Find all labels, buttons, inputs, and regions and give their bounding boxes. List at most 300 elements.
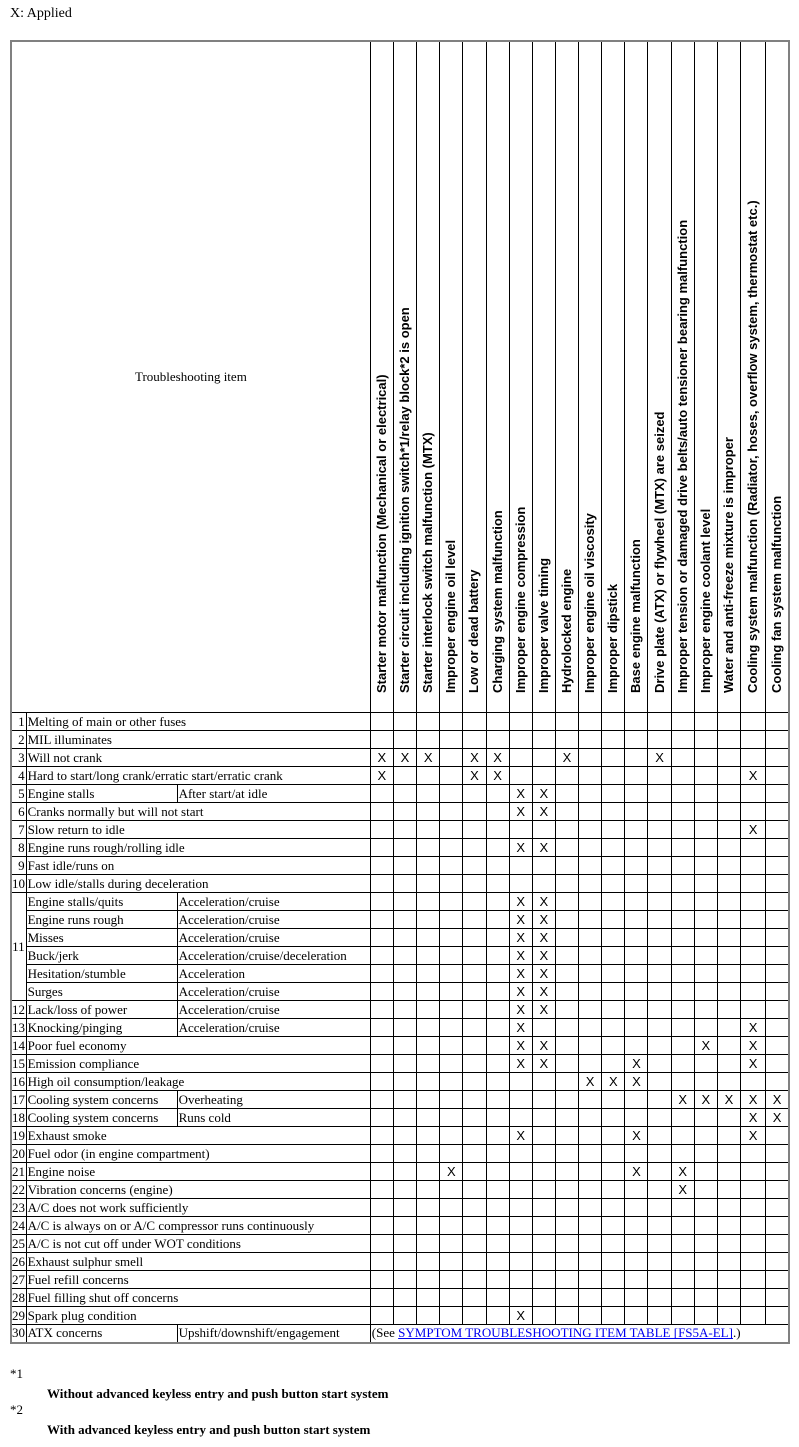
applied-mark-cell [717,731,740,749]
applied-mark-cell [486,1001,509,1019]
applied-mark-cell [532,1181,555,1199]
applied-mark-cell: X [509,1307,532,1325]
applied-mark-cell [555,1181,578,1199]
symptom-column-header [463,41,486,713]
troubleshooting-item: Engine noise [26,1163,370,1181]
applied-mark-cell [579,1181,602,1199]
applied-mark-cell [579,1307,602,1325]
applied-mark-cell: X [532,785,555,803]
applied-mark-cell [463,911,486,929]
applied-mark-cell [694,1217,717,1235]
table-row [11,911,789,929]
applied-mark-cell [370,713,393,731]
applied-mark-cell [486,785,509,803]
applied-mark-cell [717,1037,740,1055]
applied-mark-cell [694,1001,717,1019]
applied-mark-cell [509,857,532,875]
applied-mark-cell [579,1199,602,1217]
troubleshooting-item: Slow return to idle [26,821,370,839]
applied-mark-cell [625,965,648,983]
troubleshooting-item: Engine stalls/quits [26,893,177,911]
item-condition: Acceleration/cruise [177,929,370,947]
applied-mark-cell [648,1253,671,1271]
table-row [11,731,789,749]
applied-mark-cell [741,1163,766,1181]
applied-mark-cell [766,785,789,803]
row-number: 25 [12,1235,25,1251]
applied-mark-cell [417,965,440,983]
applied-mark-cell [602,1001,625,1019]
applied-mark-cell [370,929,393,947]
applied-mark-cell [555,1289,578,1307]
applied-mark-cell [648,947,671,965]
row-number: 5 [11,785,26,803]
see-suffix: .) [732,1325,741,1341]
applied-mark-cell [741,929,766,947]
applied-mark-cell: X [532,983,555,1001]
applied-mark-cell [370,1037,393,1055]
applied-mark-cell: X [440,1163,463,1181]
table-row [11,749,789,767]
applied-mark-cell [463,803,486,821]
troubleshooting-item: Engine stalls [26,785,177,803]
applied-mark-cell [766,713,789,731]
applied-mark-cell [579,1235,602,1253]
row-number: 17 [12,1091,25,1107]
applied-mark-cell [463,893,486,911]
applied-mark-cell [486,1127,509,1145]
applied-mark-cell [417,929,440,947]
applied-mark-cell [602,947,625,965]
applied-mark-cell [555,1199,578,1217]
applied-mark-cell [555,983,578,1001]
applied-mark-cell [717,1163,740,1181]
applied-mark-cell [486,875,509,893]
table-row [11,1163,789,1181]
applied-mark-cell [694,965,717,983]
table-row [11,1307,789,1325]
applied-mark-cell [393,1037,416,1055]
applied-mark-cell [370,875,393,893]
applied-mark-cell [509,1181,532,1199]
applied-mark-cell [602,1217,625,1235]
symptom-column-header [393,41,416,713]
applied-mark-cell [509,713,532,731]
applied-mark-cell [370,1181,393,1199]
applied-mark-cell [555,785,578,803]
applied-mark-cell [417,1109,440,1127]
applied-mark-cell [766,893,789,911]
footnote-1-marker: *1 [10,1366,23,1381]
applied-mark-cell [417,713,440,731]
applied-mark-cell: X [509,839,532,857]
applied-mark-cell [579,1019,602,1037]
troubleshooting-item: Buck/jerk [26,947,177,965]
applied-mark-cell [625,893,648,911]
applied-mark-cell [555,947,578,965]
applied-mark-cell: X [648,749,671,767]
applied-mark-cell [440,893,463,911]
applied-mark-cell [648,1217,671,1235]
troubleshooting-item: Fuel refill concerns [26,1271,370,1289]
applied-mark-cell [393,1217,416,1235]
symptom-table-link[interactable]: SYMPTOM TROUBLESHOOTING ITEM TABLE [FS5A-EL] [398,1325,733,1341]
symptom-column-label: Improper engine compression [512,506,528,693]
applied-mark-cell [370,1271,393,1289]
applied-mark-cell: X [486,767,509,785]
symptom-column-header [486,41,509,713]
applied-mark-cell [717,1127,740,1145]
table-row [11,1019,789,1037]
applied-mark-cell [532,1019,555,1037]
applied-mark-cell [671,1271,694,1289]
applied-mark-cell [417,893,440,911]
applied-mark-cell [602,875,625,893]
troubleshooting-item: Exhaust smoke [26,1127,370,1145]
applied-mark-cell [741,1253,766,1271]
applied-mark-cell [694,839,717,857]
table-row [11,1091,789,1109]
applied-mark-cell [440,803,463,821]
applied-mark-cell [555,1145,578,1163]
applied-mark-cell [671,1127,694,1145]
table-row [11,893,789,911]
table-row [11,1055,789,1073]
applied-mark-cell [625,929,648,947]
applied-mark-cell [486,1307,509,1325]
symptom-column-label: Improper engine coolant level [697,508,713,693]
applied-mark-cell [417,1073,440,1091]
applied-mark-cell [440,1109,463,1127]
applied-mark-cell [625,911,648,929]
symptom-column-header [766,41,789,713]
row-number: 10 [12,875,25,891]
applied-mark-cell [717,893,740,911]
applied-mark-cell: X [532,1001,555,1019]
applied-mark-cell [671,1307,694,1325]
applied-mark-cell [417,911,440,929]
applied-mark-cell [440,1271,463,1289]
see-reference-cell [370,1325,789,1343]
applied-mark-cell [555,803,578,821]
applied-mark-cell [766,803,789,821]
applied-mark-cell [602,929,625,947]
applied-mark-cell [440,1001,463,1019]
applied-mark-cell [463,1127,486,1145]
applied-mark-cell [602,1127,625,1145]
applied-mark-cell [602,965,625,983]
applied-mark-cell [717,839,740,857]
applied-mark-cell [417,1055,440,1073]
applied-mark-cell [370,1199,393,1217]
applied-mark-cell [648,1145,671,1163]
applied-mark-cell [648,767,671,785]
applied-mark-cell: X [741,1127,766,1145]
table-row [11,713,789,731]
table-row [11,1109,789,1127]
applied-mark-cell [417,1271,440,1289]
applied-mark-cell [579,713,602,731]
applied-mark-cell [648,1163,671,1181]
symptom-column-label: Low or dead battery [466,569,482,693]
applied-mark-cell [463,1217,486,1235]
applied-mark-cell: X [741,821,766,839]
symptom-column-header [741,41,766,713]
row-number: 13 [12,1019,25,1035]
applied-mark-cell [532,1217,555,1235]
applied-mark-cell [625,731,648,749]
applied-mark-cell [741,1145,766,1163]
applied-mark-cell [694,857,717,875]
applied-mark-cell [532,1109,555,1127]
applied-mark-cell [417,947,440,965]
row-number: 7 [11,821,26,839]
applied-mark-cell [671,911,694,929]
applied-mark-cell [602,1037,625,1055]
applied-mark-cell: X [532,929,555,947]
applied-mark-cell [440,857,463,875]
applied-mark-cell [417,731,440,749]
applied-mark-cell [532,1307,555,1325]
applied-mark-cell [625,767,648,785]
applied-mark-cell [766,1163,789,1181]
applied-mark-cell: X [509,1019,532,1037]
applied-mark-cell [602,1145,625,1163]
applied-mark-cell [671,875,694,893]
applied-mark-cell [602,983,625,1001]
troubleshooting-item: A/C is not cut off under WOT conditions [26,1235,370,1253]
applied-mark-cell [486,893,509,911]
applied-mark-cell [648,893,671,911]
applied-mark-cell [766,839,789,857]
troubleshooting-item: Emission compliance [26,1055,370,1073]
applied-mark-cell [648,1019,671,1037]
applied-mark-cell [440,821,463,839]
applied-mark-cell: X [671,1181,694,1199]
applied-mark-cell [532,875,555,893]
applied-mark-cell [555,1073,578,1091]
applied-mark-cell [579,983,602,1001]
applied-mark-cell [440,713,463,731]
applied-mark-cell [766,1037,789,1055]
applied-mark-cell [393,1271,416,1289]
applied-mark-cell: X [509,911,532,929]
applied-mark-cell [694,911,717,929]
applied-mark-cell [463,785,486,803]
row-number: 14 [12,1037,25,1053]
applied-mark-cell [694,1271,717,1289]
applied-mark-cell [463,1109,486,1127]
applied-mark-cell [741,803,766,821]
applied-mark-cell [440,875,463,893]
applied-mark-cell [671,983,694,1001]
applied-mark-cell [440,1145,463,1163]
applied-mark-cell [463,965,486,983]
applied-mark-cell: X [555,749,578,767]
item-condition: Acceleration/cruise [177,911,370,929]
applied-mark-cell: X [717,1091,740,1109]
applied-mark-cell [625,947,648,965]
applied-mark-cell [766,767,789,785]
applied-mark-cell [555,911,578,929]
applied-mark-cell: X [532,803,555,821]
applied-mark-cell: X [486,749,509,767]
applied-mark-cell [393,911,416,929]
symptom-column-label: Improper dipstick [605,583,621,693]
applied-mark-cell [370,911,393,929]
applied-mark-cell [579,1127,602,1145]
applied-mark-cell: X [417,749,440,767]
applied-mark-cell [463,857,486,875]
applied-mark-cell [741,1001,766,1019]
applied-mark-cell [671,929,694,947]
applied-mark-cell [648,1181,671,1199]
applied-mark-cell [648,821,671,839]
applied-mark-cell [579,929,602,947]
applied-mark-cell [648,911,671,929]
applied-mark-cell [417,1001,440,1019]
symptom-column-header [671,41,694,713]
symptom-column-header [694,41,717,713]
applied-mark-cell [602,785,625,803]
applied-mark-cell [717,857,740,875]
symptom-column-label: Drive plate (ATX) or flywheel (MTX) are seized [651,411,667,693]
table-row [11,839,789,857]
applied-mark-cell [486,821,509,839]
table-row [11,1037,789,1055]
applied-mark-cell: X [509,983,532,1001]
applied-mark-cell [602,803,625,821]
applied-mark-cell [370,1055,393,1073]
applied-mark-cell [602,893,625,911]
applied-mark-cell [370,1127,393,1145]
applied-mark-cell [717,1217,740,1235]
applied-mark-cell [555,1253,578,1271]
table-row [11,1289,789,1307]
applied-mark-cell [694,983,717,1001]
applied-mark-cell: X [509,965,532,983]
troubleshooting-item: Will not crank [26,749,370,767]
applied-mark-cell [393,1199,416,1217]
applied-mark-cell: X [694,1091,717,1109]
troubleshooting-item: ATX concerns [26,1325,177,1343]
applied-mark-cell: X [671,1091,694,1109]
symptom-column-header [717,41,740,713]
applied-mark-cell [625,785,648,803]
applied-mark-cell [671,893,694,911]
applied-mark-cell [602,839,625,857]
applied-mark-cell [486,1091,509,1109]
applied-mark-cell [625,749,648,767]
row-number: 28 [12,1289,25,1305]
applied-mark-cell [463,1019,486,1037]
troubleshooting-item: Knocking/pinging [26,1019,177,1037]
applied-mark-cell [463,821,486,839]
applied-mark-cell [393,1289,416,1307]
applied-mark-cell [370,857,393,875]
applied-mark-cell [370,1253,393,1271]
applied-mark-cell [555,1163,578,1181]
applied-mark-cell [671,1073,694,1091]
row-number: 21 [12,1163,25,1179]
applied-mark-cell [440,1037,463,1055]
applied-mark-cell [486,1217,509,1235]
applied-mark-cell [417,983,440,1001]
troubleshooting-item: Low idle/stalls during deceleration [26,875,370,893]
applied-mark-cell: X [532,839,555,857]
applied-mark-cell [625,839,648,857]
applied-mark-cell [417,1181,440,1199]
item-condition: After start/at idle [177,785,370,803]
symptom-column-label: Improper engine oil viscosity [582,513,598,693]
applied-mark-cell [625,803,648,821]
table-row [11,821,789,839]
applied-mark-cell: X [532,911,555,929]
applied-mark-cell [717,965,740,983]
applied-mark-cell [393,731,416,749]
applied-mark-cell: X [741,1091,766,1109]
applied-mark-cell [393,803,416,821]
applied-mark-cell [486,1271,509,1289]
applied-mark-cell [509,821,532,839]
applied-mark-cell [509,731,532,749]
applied-mark-cell [648,1271,671,1289]
applied-mark-cell [741,1199,766,1217]
applied-mark-cell [648,1001,671,1019]
applied-mark-cell [766,1001,789,1019]
applied-mark-cell [602,1163,625,1181]
table-row [11,1181,789,1199]
applied-mark-cell: X [509,893,532,911]
table-row [11,1271,789,1289]
applied-mark-cell [555,1109,578,1127]
applied-mark-cell [648,1109,671,1127]
see-prefix: (See [371,1325,399,1341]
applied-mark-cell [625,1217,648,1235]
applied-mark-cell [741,713,766,731]
applied-mark-cell [671,1235,694,1253]
applied-mark-cell [671,1289,694,1307]
row-number: 22 [12,1181,25,1197]
applied-mark-cell [671,1001,694,1019]
applied-mark-cell [648,731,671,749]
item-condition: Runs cold [177,1109,370,1127]
applied-mark-cell [671,1145,694,1163]
applied-mark-cell [509,1109,532,1127]
applied-mark-cell [486,1235,509,1253]
applied-mark-cell [393,1109,416,1127]
symptom-column-header [440,41,463,713]
applied-mark-cell [648,785,671,803]
symptom-column-header [417,41,440,713]
applied-mark-cell [417,1199,440,1217]
applied-mark-cell [602,1253,625,1271]
symptom-column-label: Charging system malfunction [489,510,505,693]
applied-mark-cell [579,857,602,875]
applied-mark-cell [370,1307,393,1325]
symptom-column-label: Cooling system malfunction (Radiator, hoses, overflow system, thermostat etc.) [745,200,761,693]
applied-mark-cell [694,1235,717,1253]
applied-mark-cell [509,767,532,785]
row-number: 12 [12,1001,25,1017]
applied-mark-cell [602,1199,625,1217]
applied-mark-cell [694,1055,717,1073]
applied-mark-cell [555,767,578,785]
applied-mark-cell [393,1019,416,1037]
applied-mark-cell [579,1289,602,1307]
applied-mark-cell [486,1073,509,1091]
applied-mark-cell [417,1217,440,1235]
